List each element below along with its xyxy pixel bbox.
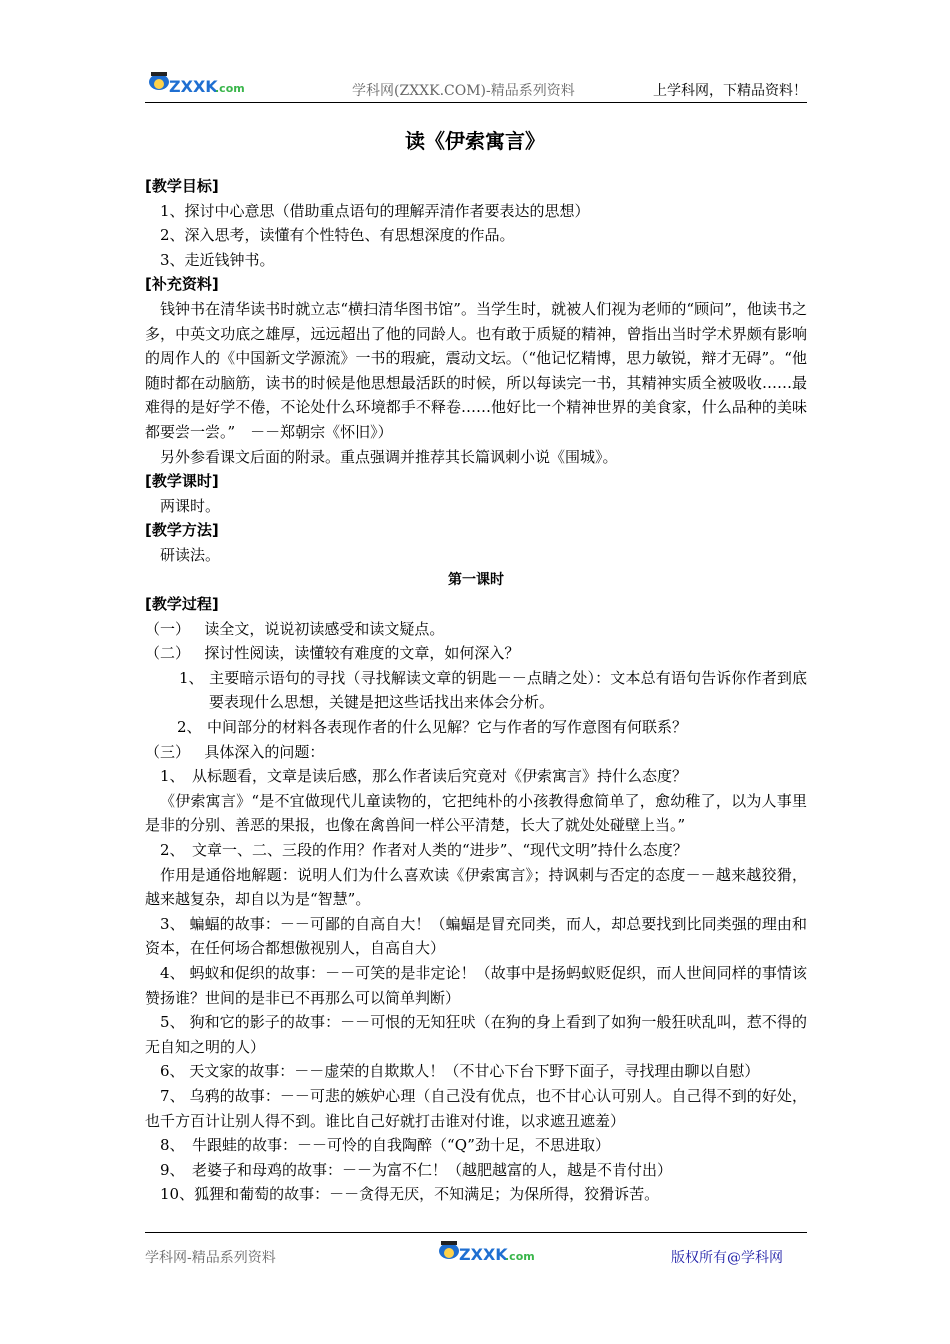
step-text: 具体深入的问题： bbox=[204, 742, 325, 761]
story-item: 4、 蚂蚁和促织的故事：－－可笑的是非定论！（故事中是扬蚂蚁贬促织，而人世间同样的事情该赞扬谁？世间的是非已不再那么可以简单判断） bbox=[145, 964, 807, 1007]
lesson-title: 第一课时 bbox=[448, 571, 504, 588]
story-item: 9、 老婆子和母鸡的故事：－－为富不仁！（越肥越富的人，越是不肯付出） bbox=[160, 1160, 673, 1179]
story-item: 10、狐狸和葡萄的故事：－－贪得无厌，不知满足；为保所得，狡猾诉苦。 bbox=[160, 1185, 660, 1204]
process-substep bbox=[145, 666, 807, 715]
question-item: 2、 文章一、二、三段的作用？作者对人类的“进步”、“现代文明”持什么态度？ bbox=[160, 841, 688, 860]
svg-text:.com: .com bbox=[505, 1250, 535, 1263]
goal-item: 1、探讨中心意思（借助重点语句的理解弄清作者要表达的思想） bbox=[160, 201, 590, 220]
step-number: （三） bbox=[145, 742, 191, 761]
story-item: 5、 狗和它的影子的故事：－－可恨的无知狂吠（在狗的身上看到了如狗一般狂吠乱叫，惹不得的无自知之明的人） bbox=[145, 1013, 807, 1056]
goal-item: 3、走近钱钟书。 bbox=[160, 250, 275, 269]
footer-site-name: 学科网-精品系列资料 bbox=[145, 1250, 276, 1266]
substep-number: 1、 bbox=[179, 668, 204, 687]
story-item: 8、 牛跟蛙的故事：－－可怜的自我陶醉（“Q”劲十足，不思进取） bbox=[160, 1136, 610, 1155]
svg-text:.com: .com bbox=[215, 82, 245, 95]
story-item: 3、 蝙蝠的故事：－－可鄙的自高自大！（蝙蝠是冒充同类，而人，却总要找到比同类强的理由和资本，在任何场合都想傲视别人，自高自大） bbox=[145, 914, 807, 958]
substep-number: 2、 bbox=[177, 718, 202, 737]
method-text: 研读法。 bbox=[160, 545, 221, 564]
document-body bbox=[145, 174, 807, 1207]
process-heading: [教学过程] bbox=[145, 595, 219, 614]
step-text: 探讨性阅读，读懂较有难度的文章，如何深入？ bbox=[204, 644, 520, 663]
page-title: 读《伊索寓言》 bbox=[405, 129, 545, 153]
step-text: 读全文，说说初读感受和读文疑点。 bbox=[204, 619, 445, 638]
svg-text:ZXXK: ZXXK bbox=[169, 77, 218, 96]
process-step bbox=[145, 641, 807, 666]
substep-text: 主要暗示语句的寻找（寻找解读文章的钥匙－－点睛之处）：文本总有语句告诉你作者到底要表现什么思想，关键是把这些话找出来体会分析。 bbox=[209, 668, 807, 712]
process-step bbox=[145, 740, 807, 765]
goals-heading: [教学目标] bbox=[145, 177, 219, 195]
header-slogan: 上学科网，下精品资料！ bbox=[653, 83, 807, 99]
svg-text:ZXXK: ZXXK bbox=[459, 1245, 508, 1264]
zxxk-logo-icon bbox=[145, 66, 245, 102]
step-number: （一） bbox=[145, 619, 191, 638]
method-heading: [教学方法] bbox=[145, 521, 219, 540]
answer-item: 作用是通俗地解题：说明人们为什么喜欢读《伊索寓言》；持讽刺与否定的态度－－越来越狡猾，越来越复杂，却自以为是“智慧”。 bbox=[145, 865, 807, 909]
page-header bbox=[145, 66, 807, 103]
answer-item: 《伊索寓言》“是不宜做现代儿童读物的，它把纯朴的小孩教得愈简单了，愈幼稚了，以为人事里是非的分别、善恶的果报，也像在禽兽间一样公平清楚，长大了就处处碰壁上当。” bbox=[145, 791, 807, 835]
hours-heading: [教学课时] bbox=[145, 472, 219, 491]
supplement-paragraph-2: 另外参看课文后面的附录。重点强调并推荐其长篇讽刺小说《围城》。 bbox=[160, 447, 618, 466]
zxxk-footer-logo-icon bbox=[435, 1235, 535, 1269]
process-substep bbox=[145, 715, 807, 740]
substep-text: 中间部分的材料各表现作者的什么见解？它与作者的写作意图有何联系？ bbox=[207, 718, 688, 737]
page-footer bbox=[145, 1232, 807, 1273]
story-item: 7、 乌鸦的故事：－－可悲的嫉妒心理（自己没有优点，也不甘心认可别人。自己得不到的好处，也千方百计让别人得不到。谁比自己好就打击谁对付谁，以求遮丑遮羞） bbox=[145, 1086, 807, 1130]
process-step bbox=[145, 617, 807, 642]
goal-item: 2、深入思考，读懂有个性特色、有思想深度的作品。 bbox=[160, 226, 515, 245]
question-item: 1、 从标题看，文章是读后感，那么作者读后究竟对《伊索寓言》持什么态度？ bbox=[160, 767, 688, 786]
hours-text: 两课时。 bbox=[160, 496, 221, 515]
header-site-name: 学科网(ZXXK.COM)-精品系列资料 bbox=[352, 83, 575, 99]
footer-copyright: 版权所有@学科网 bbox=[671, 1250, 783, 1266]
supplement-paragraph: 钱钟书在清华读书时就立志“横扫清华图书馆”。当学生时，就被人们视为老师的“顾问”，他读书之多，中英文功底之雄厚，远远超出了他的同龄人。也有敢于质疑的精神，曾指出当时学术界颇有影响的周作人的《中国新文学源流》一书的瑕疵，震动文坛。（“他记忆精博，思力敏锐，辩才无碍”。“他随时都在动脑筋，读书的时候是他思想最活跃的时候，所以每读完一书，其精神实质全被吸收……最难得的是好学不倦，不论处什么环境都手不释卷……他好比一个精神世界的美食家，什么品种的美味都要尝一尝。” －－郑朝宗《怀旧》） bbox=[145, 299, 807, 441]
story-item: 6、 天文家的故事：－－虚荣的自欺欺人！（不甘心下台下野下面子，寻找理由聊以自慰） bbox=[160, 1062, 760, 1081]
step-number: （二） bbox=[145, 644, 191, 663]
supplement-heading: [补充资料] bbox=[145, 275, 219, 294]
